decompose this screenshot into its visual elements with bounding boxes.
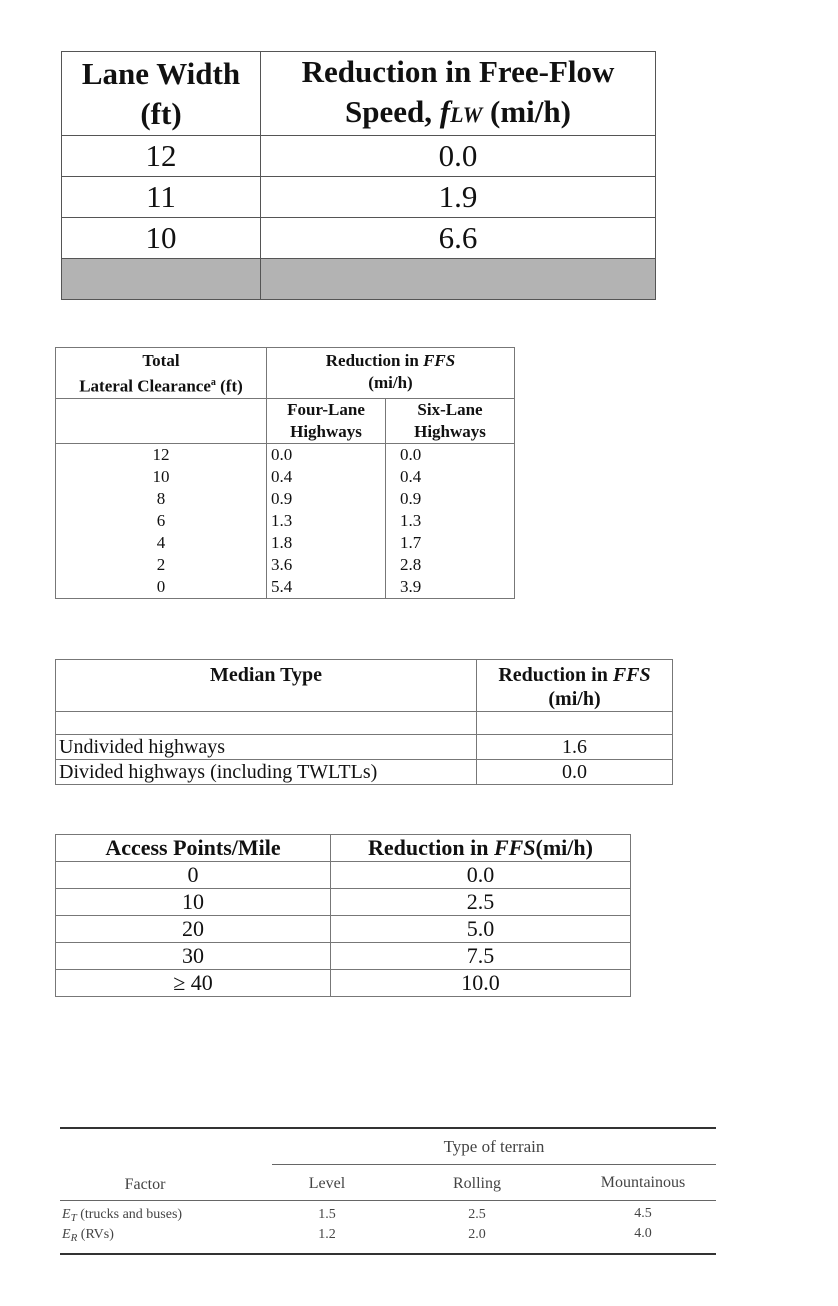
table-cell: Divided highways (including TWLTLs) xyxy=(56,760,477,785)
table-cell: 1.5 xyxy=(318,1207,336,1222)
table-row xyxy=(56,916,631,943)
table-cell: 10 xyxy=(62,218,261,259)
mountainous-header: Mountainous xyxy=(600,1174,686,1191)
table-row xyxy=(56,970,631,997)
table-cell: 0.4 xyxy=(267,466,386,488)
table-row xyxy=(56,576,515,599)
six-lane-header: Six-Lane Highways xyxy=(386,398,515,443)
table-cell: 0.9 xyxy=(267,488,386,510)
table-cell: 0 xyxy=(56,576,267,599)
lateral-clearance-header: Total Lateral Clearance$^a$ (ft) xyxy=(56,348,267,399)
table-row xyxy=(56,532,515,554)
level-header: Level xyxy=(308,1175,346,1192)
table-cell: 12 xyxy=(62,136,261,177)
table-row xyxy=(62,177,656,218)
table-cell: 0.9 xyxy=(386,488,515,510)
table-row xyxy=(62,136,656,177)
lane-width-table xyxy=(61,51,656,300)
table-cell: 11 xyxy=(62,177,261,218)
table-cell: 1.2 xyxy=(318,1227,336,1242)
header-rule xyxy=(60,1200,716,1201)
table-cell: 20 xyxy=(56,916,331,943)
four-lane-header: Four-Lane Highways xyxy=(267,398,386,443)
ffs-reduction-header: Reduction in FFS(mi/h) xyxy=(331,835,631,862)
table-row xyxy=(56,943,631,970)
table-header-row xyxy=(62,52,656,136)
terrain-factor-table xyxy=(60,1127,716,1257)
table-cell: 30 xyxy=(56,943,331,970)
table-cell: 2.8 xyxy=(386,554,515,576)
factor-header: Factor xyxy=(124,1176,166,1193)
ffs-reduction-header: Reduction in FFS (mi/h) xyxy=(477,660,673,712)
group-rule xyxy=(272,1164,716,1165)
median-type-table xyxy=(55,659,673,785)
table-cell: 1.3 xyxy=(267,510,386,532)
rolling-header: Rolling xyxy=(452,1175,501,1192)
table-cell: 4 xyxy=(56,532,267,554)
table-row xyxy=(56,760,673,785)
table-cell: 1.6 xyxy=(477,735,673,760)
table-cell: 8 xyxy=(56,488,267,510)
table-cell: 0.0 xyxy=(331,862,631,889)
bottom-rule xyxy=(60,1253,716,1255)
table-subheader-row xyxy=(56,398,515,443)
lateral-clearance-table xyxy=(55,347,515,599)
table-row xyxy=(56,735,673,760)
table-cell: 0.0 xyxy=(386,443,515,466)
table-cell: 1.8 xyxy=(267,532,386,554)
ffs-reduction-header: Reduction in Free-Flow Speed, fLW (mi/h) xyxy=(261,52,656,136)
blank-row xyxy=(56,712,673,735)
table-row xyxy=(56,443,515,466)
median-type-header: Median Type xyxy=(56,660,477,712)
table-row xyxy=(56,862,631,889)
table-cell: 12 xyxy=(56,443,267,466)
table-cell: 4.5 xyxy=(634,1206,652,1221)
er-factor-label: $E_R$ (RVs) xyxy=(62,1227,114,1244)
table-header-row xyxy=(56,348,515,399)
table-header-row xyxy=(56,835,631,862)
table-row xyxy=(56,554,515,576)
shaded-row xyxy=(62,259,656,300)
table-cell: 10 xyxy=(56,466,267,488)
table-cell: 1.9 xyxy=(261,177,656,218)
access-points-table xyxy=(55,834,631,997)
table-cell: 6.6 xyxy=(261,218,656,259)
et-factor-label: $E_T$ (trucks and buses) xyxy=(62,1207,183,1224)
table-cell: 0.0 xyxy=(261,136,656,177)
table-cell: 7.5 xyxy=(331,943,631,970)
table-cell: 3.6 xyxy=(267,554,386,576)
table-cell: 1.3 xyxy=(386,510,515,532)
table-row xyxy=(56,466,515,488)
table-cell: 6 xyxy=(56,510,267,532)
table-cell: 5.0 xyxy=(331,916,631,943)
table-cell: 2 xyxy=(56,554,267,576)
ffs-reduction-group-header: Reduction in FFS (mi/h) xyxy=(267,348,515,399)
table-row xyxy=(56,889,631,916)
lane-width-header: Lane Width (ft) xyxy=(62,52,261,136)
table-row xyxy=(62,218,656,259)
table-cell: 4.0 xyxy=(634,1226,652,1241)
table-cell: 2.5 xyxy=(468,1207,486,1222)
table-cell: 0.0 xyxy=(267,443,386,466)
terrain-group-header: Type of terrain xyxy=(443,1137,545,1156)
table-cell: 10 xyxy=(56,889,331,916)
table-cell: 0 xyxy=(56,862,331,889)
top-rule xyxy=(60,1127,716,1129)
table-cell: 0.4 xyxy=(386,466,515,488)
table-cell: 2.5 xyxy=(331,889,631,916)
table-header-row xyxy=(56,660,673,712)
table-cell: 0.0 xyxy=(477,760,673,785)
table-row xyxy=(56,510,515,532)
table-cell: 2.0 xyxy=(468,1227,486,1242)
table-cell: ≥ 40 xyxy=(56,970,331,997)
table-cell: 5.4 xyxy=(267,576,386,599)
table-cell: 1.7 xyxy=(386,532,515,554)
table-cell: 3.9 xyxy=(386,576,515,599)
table-row xyxy=(56,488,515,510)
table-cell: 10.0 xyxy=(331,970,631,997)
table-cell: Undivided highways xyxy=(56,735,477,760)
access-points-header: Access Points/Mile xyxy=(56,835,331,862)
